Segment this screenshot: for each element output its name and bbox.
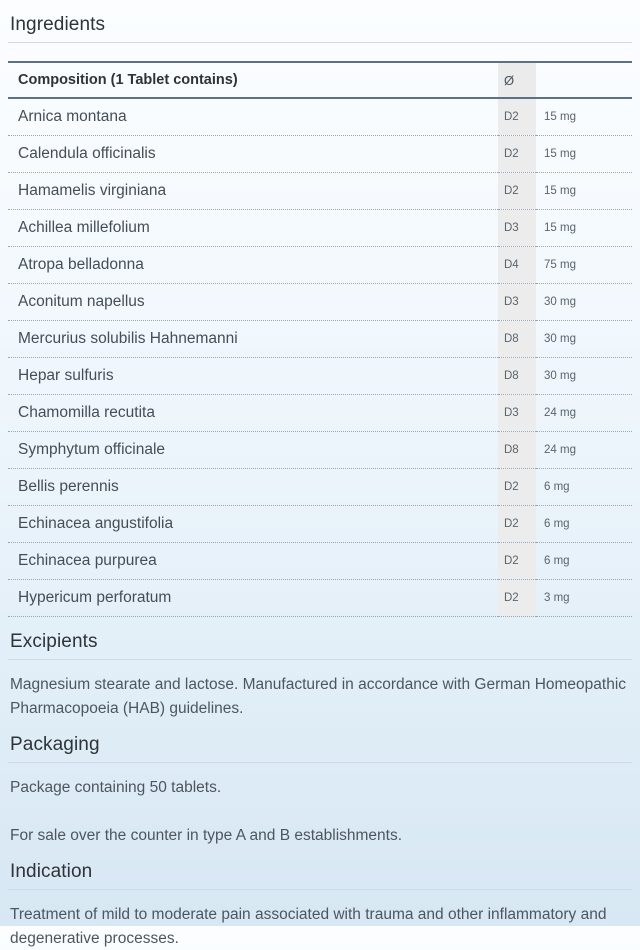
table-row xyxy=(8,580,632,617)
packaging-heading: Packaging xyxy=(10,734,100,756)
ingredient-name: Aconitum napellus xyxy=(8,284,498,321)
table-row xyxy=(8,98,632,136)
ingredient-name: Calendula officinalis xyxy=(8,136,498,173)
ingredient-potency: D2 xyxy=(498,543,536,580)
table-row xyxy=(8,432,632,469)
ingredient-amount: 15 mg xyxy=(536,173,632,210)
ingredient-name: Atropa belladonna xyxy=(8,247,498,284)
ingredient-amount: 30 mg xyxy=(536,284,632,321)
indication-heading: Indication xyxy=(10,861,93,883)
table-row xyxy=(8,395,632,432)
ingredient-amount: 30 mg xyxy=(536,321,632,358)
excipients-text: Magnesium stearate and lactose. Manufactured in accordance with German Homeopathic Pharmacopoeia (HAB) guidelines. xyxy=(10,676,627,717)
table-row xyxy=(8,543,632,580)
section-ingredients xyxy=(8,0,632,617)
section-packaging xyxy=(8,720,632,847)
table-row xyxy=(8,506,632,543)
ingredient-potency: D8 xyxy=(498,432,536,469)
table-header xyxy=(8,62,632,98)
ingredient-name: Echinacea purpurea xyxy=(8,543,498,580)
ingredient-potency: D4 xyxy=(498,247,536,284)
ingredient-potency: D2 xyxy=(498,136,536,173)
ingredient-potency: D8 xyxy=(498,321,536,358)
ingredient-amount: 75 mg xyxy=(536,247,632,284)
table-row xyxy=(8,210,632,247)
ingredient-potency: D2 xyxy=(498,580,536,617)
table-row xyxy=(8,358,632,395)
ingredient-name: Achillea millefolium xyxy=(8,210,498,247)
ingredient-amount: 6 mg xyxy=(536,469,632,506)
page-title: Ingredients xyxy=(10,14,106,35)
ingredient-amount: 15 mg xyxy=(536,210,632,247)
table-row xyxy=(8,136,632,173)
ingredient-amount: 24 mg xyxy=(536,395,632,432)
ingredient-name: Chamomilla recutita xyxy=(8,395,498,432)
indication-text: Treatment of mild to moderate pain associated with trauma and other inflammatory and degenerative processes. xyxy=(10,906,607,947)
ingredient-amount: 3 mg xyxy=(536,580,632,617)
column-header-composition: Composition (1 Tablet contains) xyxy=(8,62,498,98)
table-row xyxy=(8,284,632,321)
ingredient-potency: D2 xyxy=(498,506,536,543)
table-row xyxy=(8,469,632,506)
table-row xyxy=(8,247,632,284)
ingredient-name: Hepar sulfuris xyxy=(8,358,498,395)
section-excipients xyxy=(8,617,632,720)
ingredients-table-wrap xyxy=(8,43,632,617)
ingredient-name: Hypericum perforatum xyxy=(8,580,498,617)
ingredient-amount: 15 mg xyxy=(536,136,632,173)
packaging-text-sale: For sale over the counter in type A and B establishments. xyxy=(10,826,403,844)
table-row xyxy=(8,321,632,358)
ingredient-name: Hamamelis virginiana xyxy=(8,173,498,210)
ingredient-amount: 6 mg xyxy=(536,506,632,543)
excipients-heading: Excipients xyxy=(10,631,98,652)
ingredient-name: Mercurius solubilis Hahnemanni xyxy=(8,321,498,358)
table-body xyxy=(8,98,632,617)
ingredient-potency: D8 xyxy=(498,358,536,395)
table-row xyxy=(8,173,632,210)
ingredient-potency: D3 xyxy=(498,284,536,321)
ingredient-name: Bellis perennis xyxy=(8,469,498,506)
column-header-potency: Ø xyxy=(498,62,536,98)
ingredient-name: Symphytum officinale xyxy=(8,432,498,469)
ingredient-name: Arnica montana xyxy=(8,98,498,136)
ingredient-potency: D3 xyxy=(498,210,536,247)
ingredient-amount: 24 mg xyxy=(536,432,632,469)
ingredient-potency: D2 xyxy=(498,469,536,506)
ingredient-potency: D2 xyxy=(498,98,536,136)
ingredient-amount: 6 mg xyxy=(536,543,632,580)
ingredient-potency: D3 xyxy=(498,395,536,432)
section-indication xyxy=(8,847,632,950)
ingredient-name: Echinacea angustifolia xyxy=(8,506,498,543)
table-header-row xyxy=(8,62,632,98)
column-header-amount xyxy=(536,62,632,98)
packaging-text-quantity: Package containing 50 tablets. xyxy=(10,779,222,797)
composition-table xyxy=(8,61,632,617)
ingredient-potency: D2 xyxy=(498,173,536,210)
ingredient-amount: 30 mg xyxy=(536,358,632,395)
ingredient-amount: 15 mg xyxy=(536,98,632,136)
